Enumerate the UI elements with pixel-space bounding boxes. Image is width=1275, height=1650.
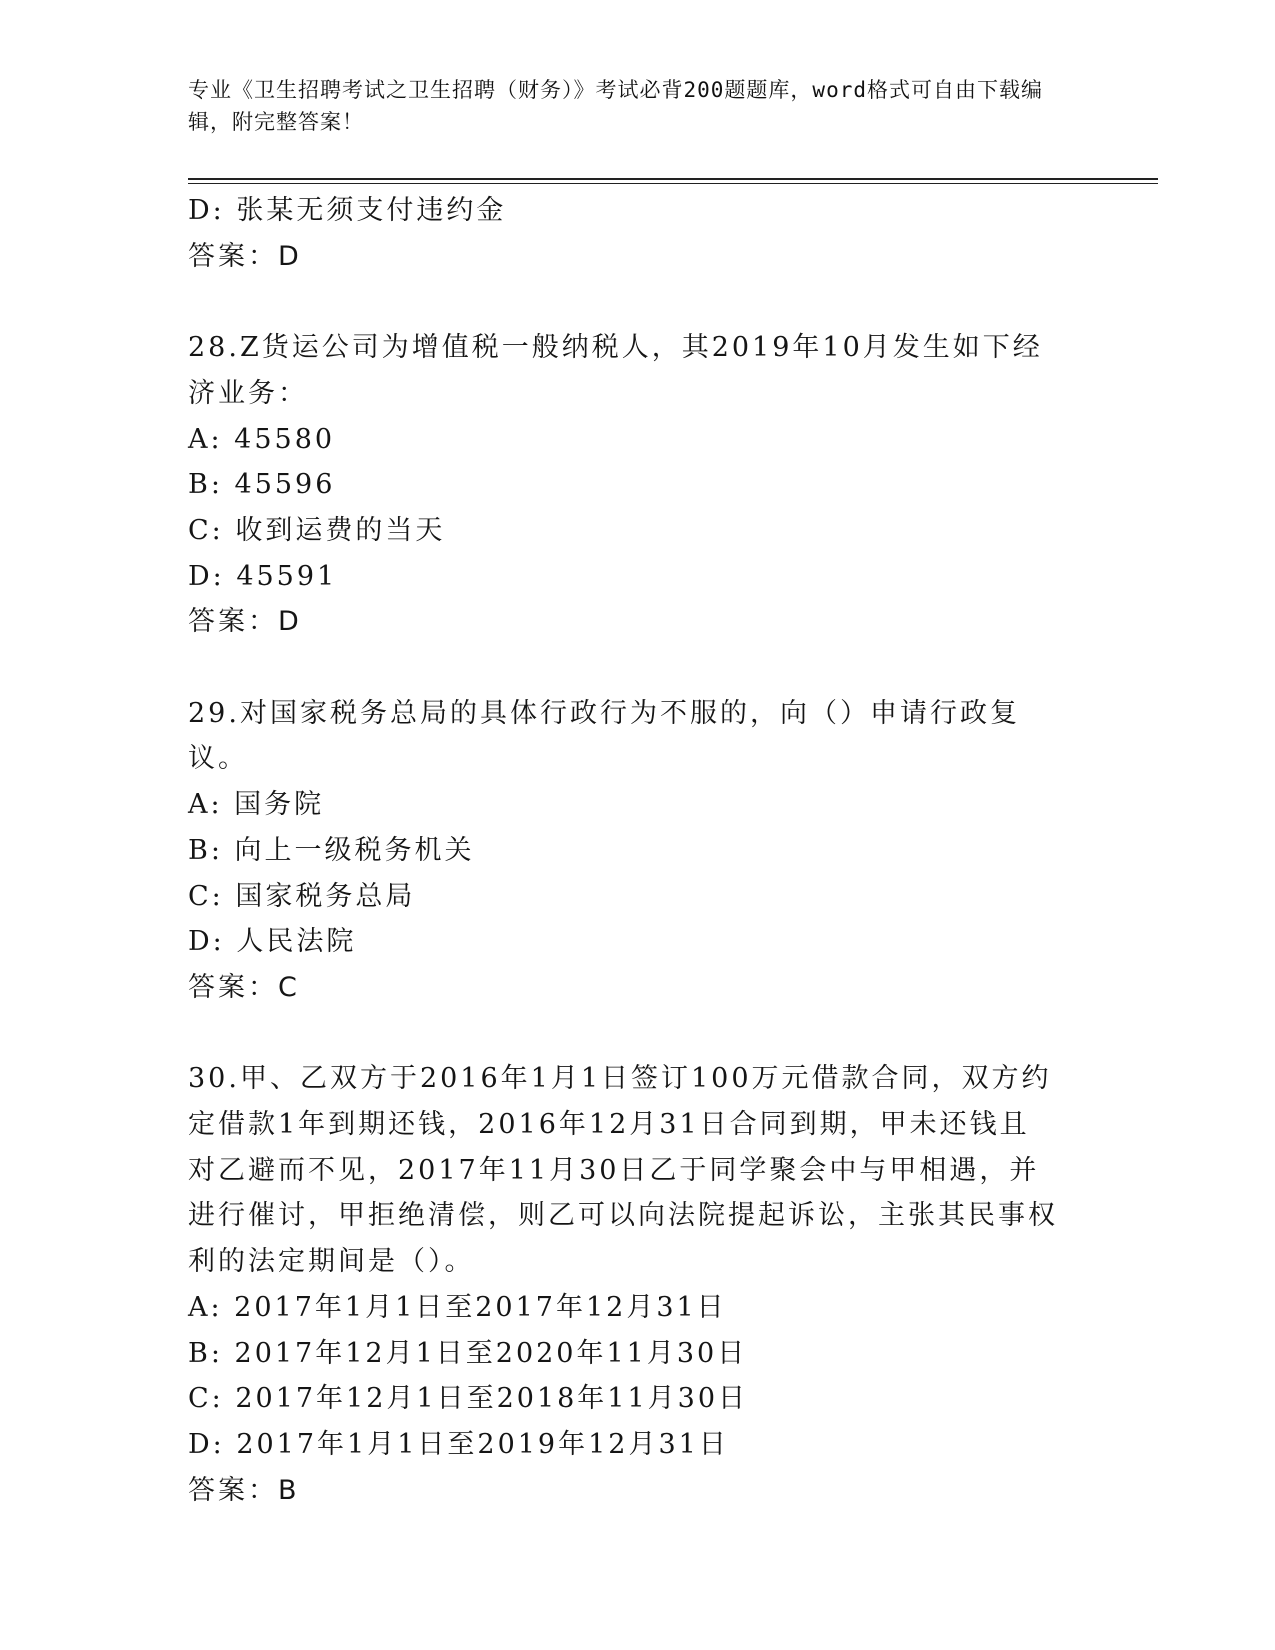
header-divider-thick — [188, 178, 1158, 180]
answer: 答案：C — [188, 971, 300, 1003]
question-29 — [188, 691, 1068, 1011]
question-stem: 29.对国家税务总局的具体行政行为不服的，向（）申请行政复议。 — [188, 697, 1020, 775]
option-d: D: 人民法院 — [188, 926, 357, 958]
option-a: A: 国务院 — [188, 789, 325, 821]
option-b: B: 向上一级税务机关 — [188, 834, 475, 866]
option-a: A: 45580 — [188, 423, 336, 455]
option-b: B: 2017年12月1日至2020年11月30日 — [188, 1337, 748, 1369]
question-list — [188, 188, 1068, 1513]
question-stem: 30.甲、乙双方于2016年1月1日签订100万元借款合同，双方约定借款1年到期还钱，2016年12月31日合同到期，甲未还钱且对乙避而不见，2017年11月30日乙于同学聚会中与甲相遇，并进行催讨，甲拒绝清偿，则乙可以向法院提起诉讼，主张其民事权利的法定期间是（）。 — [188, 1063, 1058, 1278]
header-divider-thin — [188, 183, 1158, 184]
question-stem: 28.Z货运公司为增值税一般纳税人，其2019年10月发生如下经济业务： — [188, 332, 1043, 409]
prev-option-d: D: 张某无须支付违约金 — [188, 195, 507, 226]
option-d: D: 45591 — [188, 560, 338, 592]
question-28 — [188, 325, 1068, 645]
option-c: C: 国家税务总局 — [188, 880, 416, 912]
question-30 — [188, 1056, 1068, 1513]
prev-answer: 答案：D — [188, 240, 302, 272]
answer: 答案：B — [188, 1474, 300, 1506]
spacer — [188, 279, 1068, 325]
spacer — [188, 1011, 1068, 1057]
answer: 答案：D — [188, 606, 302, 638]
option-c: C: 2017年12月1日至2018年11月30日 — [188, 1383, 749, 1415]
document-header: 专业《卫生招聘考试之卫生招聘（财务）》考试必背200题题库，word格式可自由下载编辑，附完整答案！ — [188, 78, 1043, 134]
option-d: D: 2017年1月1日至2019年12月31日 — [188, 1428, 729, 1460]
spacer — [188, 645, 1068, 691]
option-b: B: 45596 — [188, 469, 336, 501]
option-c: C: 收到运费的当天 — [188, 514, 446, 546]
option-a: A: 2017年1月1日至2017年12月31日 — [188, 1291, 727, 1323]
